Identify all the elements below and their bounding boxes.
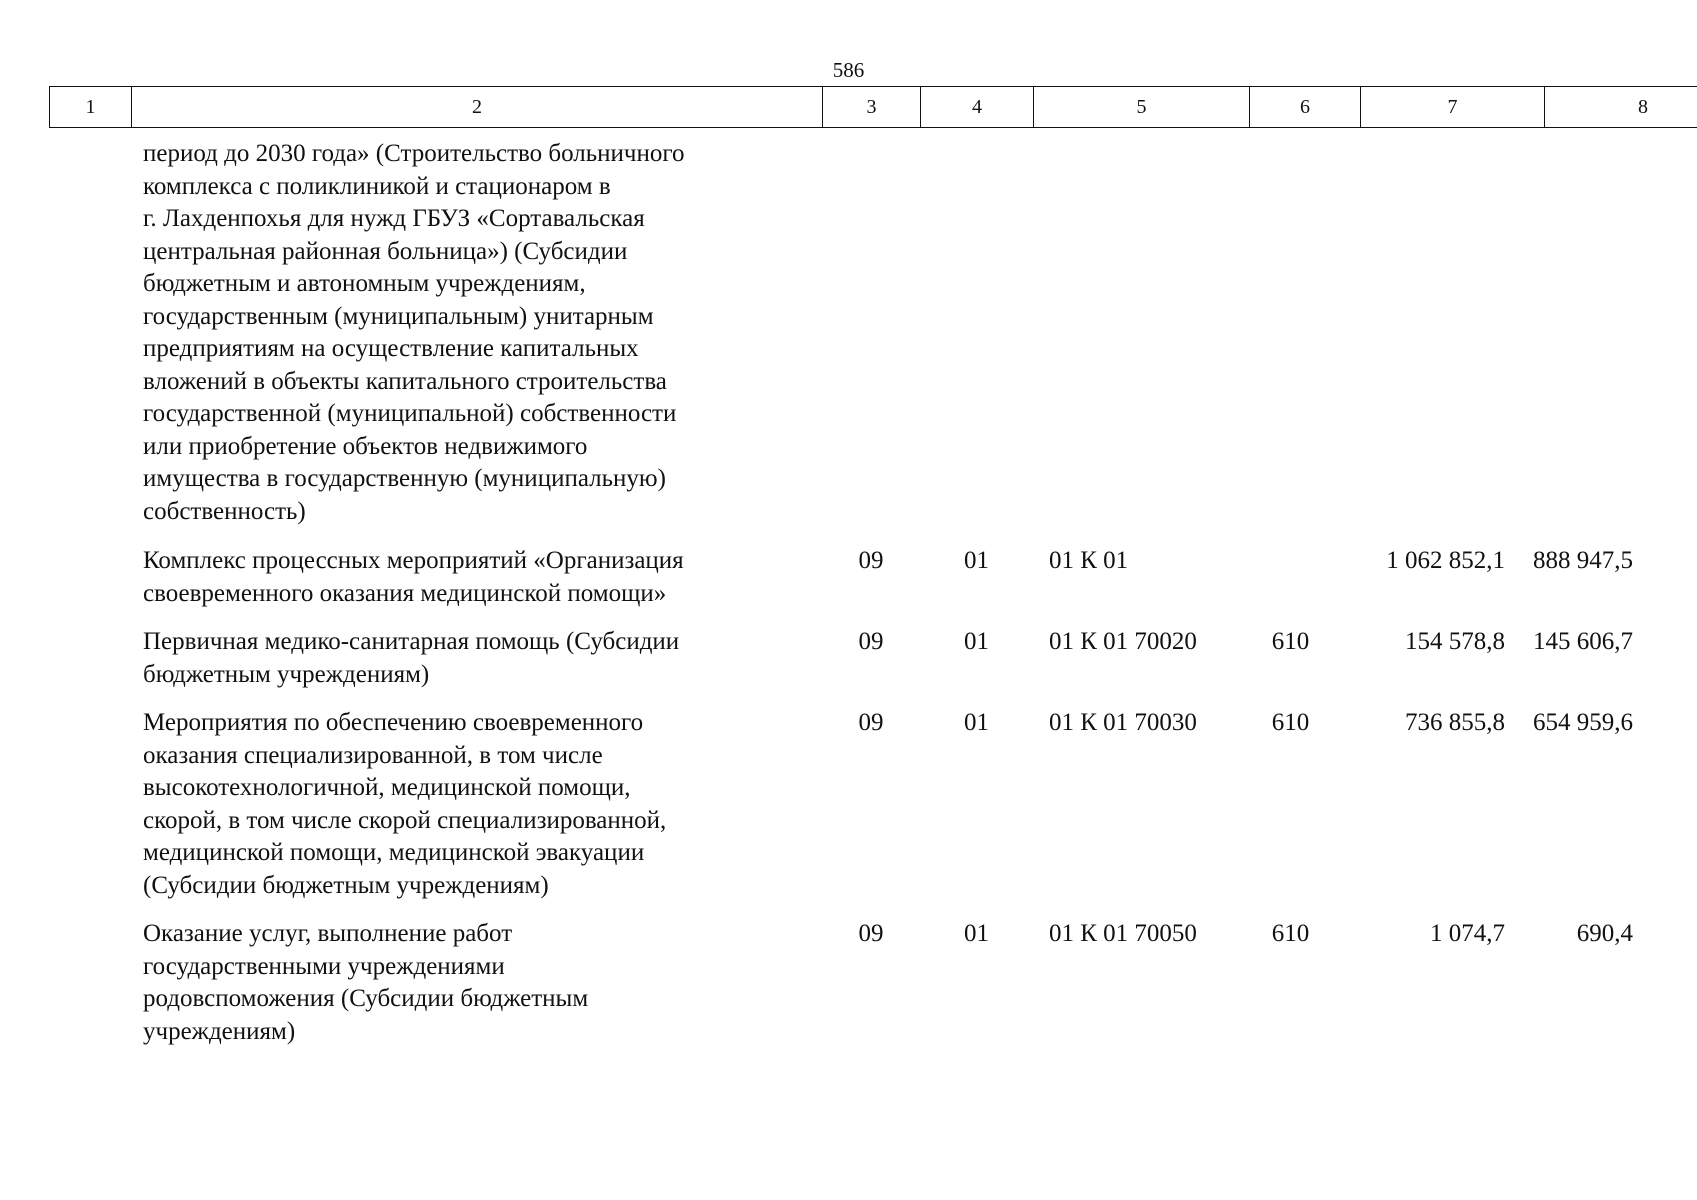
header-col-4: 4 (921, 87, 1034, 128)
row-expense-type: 610 (1271, 628, 1310, 655)
header-col-6: 6 (1250, 87, 1361, 128)
row-section: 09 (858, 920, 884, 947)
header-col-5: 5 (1034, 87, 1250, 128)
row-amount-1: 1 074,7 (1430, 920, 1505, 947)
row-section: 09 (858, 547, 884, 574)
row-subsection: 01 (964, 628, 989, 655)
header-col-8: 8 (1545, 87, 1697, 128)
row-amount-2: 145 606,7 (1533, 628, 1633, 655)
row-target-article: 01 К 01 (1049, 547, 1129, 574)
row-amount-1: 154 578,8 (1405, 628, 1505, 655)
row-target-article: 01 К 01 70030 (1049, 709, 1197, 736)
row-subsection: 01 (964, 709, 989, 736)
header-col-3: 3 (823, 87, 921, 128)
page-number: 586 (832, 58, 865, 82)
row-amount-1: 1 062 852,1 (1386, 547, 1505, 574)
row-section: 09 (858, 709, 884, 736)
row-description: Комплекс процессных мероприятий «Организация своевременного оказания медицинской помощи» (143, 547, 684, 607)
row-subsection: 01 (964, 547, 989, 574)
row-description: Первичная медико-санитарная помощь (Субсидии бюджетным учреждениям) (143, 628, 680, 688)
row-section: 09 (858, 628, 884, 655)
row-description: Мероприятия по обеспечению своевременного оказания специализированной, в том числе высокотехнологичной, медицинской помощи, скорой, в том числе скорой специализированной, медицинской помощи, медицинской эвакуации (Субсидии бюджетным учреждениям) (143, 709, 667, 899)
header-col-7: 7 (1361, 87, 1545, 128)
row-expense-type: 610 (1271, 920, 1310, 947)
row-amount-2: 888 947,5 (1533, 547, 1633, 574)
row-target-article: 01 К 01 70020 (1049, 628, 1197, 655)
row-amount-1: 736 855,8 (1405, 709, 1505, 736)
row-description: Оказание услуг, выполнение работ государственными учреждениями родовспоможения (Субсидии бюджетным учреждениям) (143, 920, 589, 1045)
header-col-2: 2 (132, 87, 823, 128)
row-amount-2: 690,4 (1576, 920, 1633, 947)
row-target-article: 01 К 01 70050 (1049, 920, 1197, 947)
row-description: период до 2030 года» (Строительство больничного комплекса с поликлиникой и стационаром в г. Лахденпохья для нужд ГБУЗ «Сортавальская центральная районная больница») (Субсидии бюджетным и автономным учреждениям, государственным (муниципальным) унитарным предприятиям на осуществление капитальных вложений в объекты капитального строительства государственной (муниципальной) собственности или приобретение объектов недвижимого имущества в государственную (муниципальную) собственность) (143, 140, 685, 525)
row-expense-type: 610 (1271, 709, 1310, 736)
row-amount-2: 654 959,6 (1533, 709, 1633, 736)
row-subsection: 01 (964, 920, 989, 947)
header-col-1: 1 (50, 87, 132, 128)
column-number-header (49, 86, 1697, 128)
